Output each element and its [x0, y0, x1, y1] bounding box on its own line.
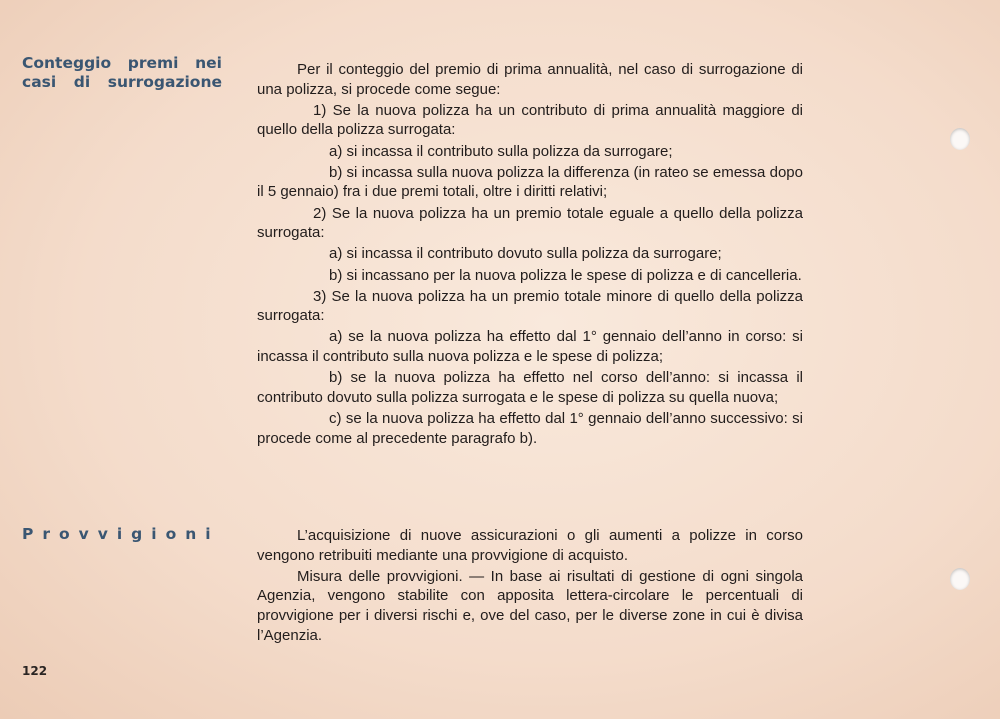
binder-hole — [950, 568, 970, 590]
paragraph: b) si incassa sulla nuova polizza la differenza (in rateo se emessa dopo il 5 gennaio) fra i due premi totali, oltre i diritti relativi; — [257, 163, 803, 201]
paragraph: b) se la nuova polizza ha effetto nel corso dell’anno: si incassa il contributo dovuto sulla polizza surrogata e le spese di polizza su quella nuova; — [257, 369, 803, 406]
sidebar-heading-line: casi di surrogazione — [22, 73, 222, 91]
paragraph: Misura delle provvigioni. — In base ai risultati di gestione di ogni singola Agenzia, vengono stabilite con apposita lettera-circolare le percentuali di provvigione per i diversi rischi e, ove del caso, per le diverse zone in cui è divisa l’Agenzia. — [257, 567, 803, 644]
section-surrogation-body — [257, 60, 803, 450]
paragraph: Per il conteggio del premio di prima annualità, nel caso di surrogazione di una polizza, si procede come segue: — [257, 61, 803, 98]
paragraph: 1) Se la nuova polizza ha un contributo di prima annualità maggiore di quello della polizza surrogata: — [257, 101, 803, 139]
sidebar-heading-provvigioni: Provvigioni — [22, 525, 220, 543]
paragraph: c) se la nuova polizza ha effetto dal 1° gennaio dell’anno successivo: si procede come al precedente paragrafo b). — [257, 410, 803, 447]
sidebar-heading-line: Conteggio premi nei — [22, 54, 222, 72]
binder-hole — [950, 128, 970, 150]
paragraph: a) se la nuova polizza ha effetto dal 1° gennaio dell’anno in corso: si incassa il contributo sulla nuova polizza e le spese di polizza; — [257, 328, 803, 366]
paragraph: b) si incassano per la nuova polizza le spese di polizza e di cancelleria. — [329, 266, 802, 284]
paragraph: 2) Se la nuova polizza ha un premio totale eguale a quello della polizza surrogata: — [257, 204, 803, 242]
paragraph: L’acquisizione di nuove assicurazioni o gli aumenti a polizze in corso vengono retribuiti mediante una provvigione di acquisto. — [257, 527, 803, 564]
paragraph: 3) Se la nuova polizza ha un premio totale minore di quello della polizza surrogata: — [257, 287, 803, 325]
sidebar-heading-surrogation — [22, 54, 222, 92]
paragraph: a) si incassa il contributo dovuto sulla polizza da surrogare; — [329, 245, 722, 263]
page-number: 122 — [22, 664, 48, 678]
section-provvigioni-body — [257, 526, 803, 647]
paragraph: a) si incassa il contributo sulla polizza da surrogare; — [329, 142, 673, 160]
